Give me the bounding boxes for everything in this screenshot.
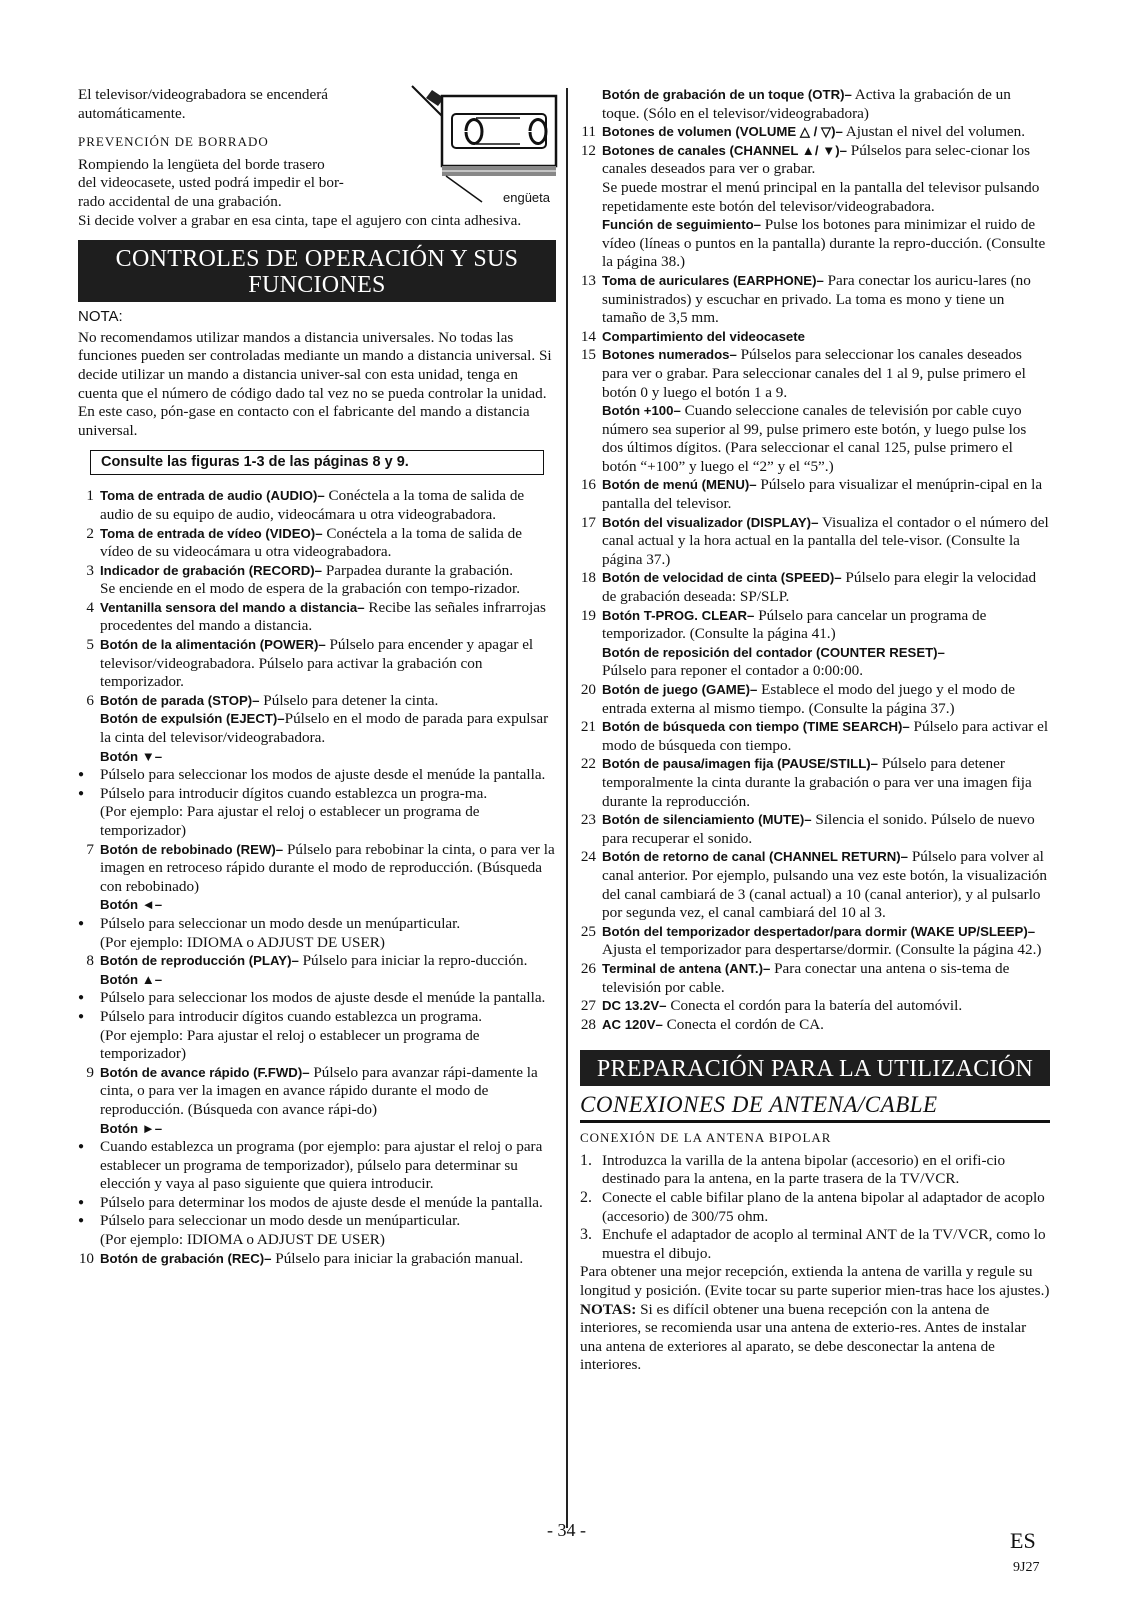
section-banner: PREPARACIÓN PARA LA UTILIZACIÓN (580, 1050, 1050, 1086)
list-item (78, 841, 556, 915)
item-label: Botón de reproducción (PLAY)– (100, 953, 299, 969)
list-item (580, 328, 1050, 347)
item-number: 18 (580, 569, 596, 587)
item-number: 7 (86, 840, 94, 858)
bullet-text: ● Púlselo para seleccionar un modo desde un menúparticular. (100, 1212, 461, 1230)
section-banner (78, 240, 556, 302)
example-text: (Por ejemplo: Para ajustar el reloj o establecer un programa de temporizador) (100, 1026, 480, 1063)
item-text: Púlselo para encender y apagar el televisor/videograbadora. Púlselo para activar la grabación con temporizador. (100, 636, 534, 691)
item-text: Silencia el sonido. Púlselo de nuevo para recuperar el sonido. (602, 811, 1035, 847)
item-text: Visualiza el contador o el número del canal actual y la hora actual en la pantalla del tele-visor. (Consulte la página 37.) (602, 513, 1049, 568)
item-label: Botones de canales (CHANNEL ▲/ ▼)– (602, 142, 847, 158)
item-number: 27 (580, 997, 596, 1015)
item-label: Botón de búsqueda con tiempo (TIME SEARCH)– (602, 719, 910, 735)
list-item (580, 142, 1050, 272)
item-label: Botón ◄– (100, 897, 163, 913)
bullet-text: ● Cuando establezca un programa (por ejemplo: para ajustar el reloj o para establecer un programa de temporizador), púlselo para determinar su elección y vaya al paso siguiente que quiera introducir. (100, 1138, 543, 1193)
bullet-text: ● Púlselo para seleccionar un modo desde un menúparticular. (100, 914, 461, 932)
item-label: Toma de entrada de vídeo (VIDEO)– (100, 525, 323, 541)
note-text: No recomendamos utilizar mandos a distancia universales. No todas las funciones pueden ser controladas mediante un mando a distancia universal. Si decide utilizar un mando a distancia univer-sal con esta unidad, tenga en cuenta que el número de código dado tal vez no se pueda controlar la unidad. En este caso, pón-gase en contacto con el fabricante del mando a distancia universal. (78, 328, 552, 439)
step-item (580, 1189, 1050, 1226)
item-number: 12 (580, 141, 596, 159)
item-text: Púlselo para avanzar rápi-damente la cinta, o para ver la imagen en avance rápido durante el modo de reproducción. (Búsqueda con avance rápi-do) (100, 1063, 538, 1118)
item-label: Botón ►– (100, 1120, 163, 1136)
list-item (580, 811, 1050, 848)
item-text: Púlselo para activar el modo de búsqueda con tiempo. (602, 718, 1049, 754)
bullet-text: ● Púlselo para introducir dígitos cuando establezca un progra-ma. (100, 784, 488, 802)
notes-paragraph (580, 1301, 1050, 1375)
item-label: Botón del visualizador (DISPLAY)– (602, 514, 819, 530)
item-label: Botón de velocidad de cinta (SPEED)– (602, 570, 842, 586)
item-label: Botón T-PROG. CLEAR– (602, 607, 755, 623)
item-text: Púlselo para visualizar el menúprin-cipal en la pantalla del televisor. (602, 476, 1043, 513)
item-number: 25 (580, 922, 596, 940)
step-number: 2. (580, 1189, 592, 1207)
item-text: Para conectar una antena o sis-tema de televisión por cable. (602, 959, 1010, 996)
item-text: Ajusta el temporizador para despertarse/dormir. (Consulte la página 42.) (602, 941, 1042, 959)
item-number: 28 (580, 1015, 596, 1033)
item-label: Botón de rebobinado (REW)– (100, 841, 284, 857)
step-number: 3. (580, 1226, 592, 1244)
right-column (580, 86, 1050, 1375)
bullet-item (78, 1194, 556, 1213)
list-item (580, 960, 1050, 997)
paragraph: Para obtener una mejor recepción, extienda la antena de varilla y regule su longitud y posición. (Evite tocar su parte superior mien-tras hace los ajustes.) (580, 1263, 1050, 1300)
item-label: Botones numerados– (602, 347, 737, 363)
section-title: CONEXIÓN DE LA ANTENA BIPOLAR (580, 1130, 832, 1146)
item-text: Conecta el cordón de CA. (662, 1015, 824, 1033)
item-label: Toma de entrada de audio (AUDIO)– (100, 488, 325, 504)
section-title: PREVENCIÓN DE BORRADO (78, 134, 269, 150)
item-number: 6 (86, 691, 94, 709)
list-item (580, 569, 1050, 606)
example-text: (Por ejemplo: Para ajustar el reloj o establecer un programa de temporizador) (100, 803, 480, 839)
list-item (580, 272, 1050, 328)
list-item (580, 718, 1050, 755)
reference-box: Consulte las figuras 1-3 de las páginas 8 y 9. (90, 450, 544, 475)
list-item (580, 123, 1050, 142)
bullet-item (78, 766, 556, 785)
item-number: 14 (580, 327, 596, 345)
note-title: NOTA: (78, 308, 123, 326)
list-item (580, 86, 1050, 123)
item-label: Botones de volumen (VOLUME △ / ▽)– (602, 124, 843, 140)
subsection-heading: CONEXIONES DE ANTENA/CABLE (580, 1092, 1050, 1123)
paragraph-line: rado accidental de una grabación. (78, 192, 282, 210)
item-label: Botón de grabación de un toque (OTR)– (602, 87, 852, 102)
bullet-item (78, 989, 556, 1008)
list-item (580, 755, 1050, 811)
item-number: 8 (86, 952, 94, 970)
item-text: Púlselo para cancelar un programa de temporizador. (Consulte la página 41.) (602, 606, 987, 643)
item-text: Púlselo para detener temporalmente la cinta durante la grabación o para ver una imagen fija durante la reproducción. (602, 755, 1032, 810)
item-text: Parpadea durante la grabación. (322, 561, 514, 579)
paragraph: Si decide volver a grabar en esa cinta, tape el agujero con cinta adhesiva. (78, 211, 522, 229)
item-label: Toma de auriculares (EARPHONE)– (602, 272, 824, 288)
bullet-text: ● Púlselo para seleccionar los modos de ajuste desde el menúde la pantalla. (100, 766, 546, 784)
notes-text: Si es difícil obtener una buena recepción con la antena de interiores, se recomienda usar una antena de exterio-res. Antes de instalar una antena de exteriores al aparato, se debe desconectar la antena de interiores. (580, 1300, 1027, 1374)
item-text: Púlselo para volver al canal anterior. Por ejemplo, pulsando una vez este botón, la visualización del canal cambiará de 3 (canal actual) a 10 (canal anterior), y al pulsarlo por segunda vez, el canal cambiará del 10 al 3. (602, 848, 1047, 922)
item-text: Pulse los botones para minimizar el ruido de vídeo (líneas o puntos en la pantalla) durante la repro-ducción. (Consulte la página 38.) (602, 216, 1046, 271)
item-label: AC 120V– (602, 1016, 663, 1032)
bullet-item (78, 785, 556, 804)
item-text: Púlselo para reponer el contador a 0:00:00. (602, 662, 864, 680)
step-item (580, 1226, 1050, 1263)
list-item (78, 525, 556, 562)
notes-label: NOTAS: (580, 1300, 637, 1318)
item-label: Botón de reposición del contador (COUNTER RESET)– (602, 644, 945, 660)
step-text: Introduzca la varilla de la antena bipolar (accesorio) en el orifi-cio destinado para la antena, en la parte trasera de la TV/VCR. (602, 1151, 1006, 1188)
item-text: Establece el modo del juego y el modo de entrada externa al mismo tiempo. (Consulte la página 37.) (602, 681, 1016, 717)
item-number: 21 (580, 718, 596, 736)
step-text: Conecte el cable bifilar plano de la antena bipolar al adaptador de acoplo (accesorio) de 300/75 ohm. (602, 1189, 1045, 1225)
step-text: Enchufe el adaptador de acoplo al terminal ANT de la TV/VCR, como lo muestra el dibujo. (602, 1226, 1046, 1262)
paragraph-line: del videocasete, usted podrá impedir el bor- (78, 174, 344, 192)
banner-line: FUNCIONES (248, 272, 386, 299)
item-number: 9 (86, 1063, 94, 1081)
item-label: Compartimiento del videocasete (602, 328, 805, 344)
item-label: DC 13.2V– (602, 998, 667, 1014)
example-text: (Por ejemplo: IDIOMA o ADJUST DE USER) (100, 1231, 385, 1249)
item-label: Función de seguimiento– (602, 217, 761, 233)
item-text: Recibe las señales infrarrojas procedentes del mando a distancia. (100, 598, 546, 635)
list-item (78, 562, 556, 599)
bullet-item (78, 1008, 556, 1027)
item-number: 1 (86, 487, 94, 505)
item-label: Botón +100– (602, 403, 681, 419)
list-item (580, 476, 1050, 513)
item-label: Botón de pausa/imagen fija (PAUSE/STILL)– (602, 756, 878, 772)
item-text: Púlselo para rebobinar la cinta, o para ver la imagen en retroceso rápido durante el modo de reproducción. (Búsqueda con rebobinado) (100, 840, 555, 895)
item-label: Botón de retorno de canal (CHANNEL RETURN)– (602, 849, 909, 865)
step-item (580, 1152, 1050, 1189)
left-column (78, 86, 556, 1268)
item-label: Botón de menú (MENU)– (602, 477, 757, 493)
intro-line: automáticamente. (78, 104, 186, 122)
item-number: 2 (86, 524, 94, 542)
item-text: Púlselos para seleccionar los canales deseados para ver o grabar. Para seleccionar canales del 1 al 9, pulse primero el botón 0 y luego el botón 1 a 9. (602, 346, 1026, 401)
item-text: Conéctela a la toma de salida de vídeo de su videocámara u otra videograbadora. (100, 524, 522, 561)
list-item (580, 514, 1050, 570)
list-item (580, 607, 1050, 681)
item-text: Ajustan el nivel del volumen. (842, 123, 1026, 141)
list-item (78, 952, 556, 989)
item-text: Púlselos para selec-cionar los canales deseados para ver o grabar. (602, 141, 1031, 178)
item-label: Ventanilla sensora del mando a distancia– (100, 599, 365, 615)
list-item (580, 1016, 1050, 1035)
item-number: 17 (580, 513, 596, 531)
item-label: Indicador de grabación (RECORD)– (100, 562, 323, 578)
item-label: Botón de juego (GAME)– (602, 682, 758, 697)
item-text: Para conectar los auricu-lares (no suministrados) y escuchar en privado. La toma es mono y tiene un tamaño de 3,5 mm. (602, 271, 1031, 327)
item-number: 4 (86, 598, 94, 616)
document-code: 9J27 (1013, 1560, 1040, 1575)
list-item (78, 599, 556, 636)
item-text: Conecta el cordón para la batería del automóvil. (666, 997, 963, 1015)
item-number: 26 (580, 959, 596, 977)
item-label: Botón ▲– (100, 971, 163, 987)
item-text: Se puede mostrar el menú principal en la pantalla del televisor pulsando repetidamente este botón del televisor/videograbadora. (602, 178, 1040, 215)
list-item (580, 346, 1050, 476)
item-number: 22 (580, 755, 596, 773)
bullet-text: ● Púlselo para determinar los modos de ajuste desde el menúde la pantalla. (100, 1193, 543, 1211)
item-text: Cuando seleccione canales de televisión por cable cuyo número sea superior al 99, pulse primero este botón, y luego pulse los dos últimos dígitos. (Para seleccionar el canal 125, pulse primero el botón “+100” y luego el “2” y el “5”.) (602, 402, 1027, 475)
item-text: Púlselo en el modo de parada para expulsar la cinta del televisor/videograbadora. (100, 710, 549, 747)
list-item (78, 636, 556, 692)
item-label: Botón de expulsión (EJECT)– (100, 711, 285, 727)
item-number: 11 (581, 123, 596, 141)
item-number: 20 (580, 681, 596, 698)
item-number: 5 (86, 636, 94, 654)
item-label: Botón de grabación (REC)– (100, 1250, 272, 1266)
item-label: Botón de silenciamiento (MUTE)– (602, 812, 812, 828)
bullet-item (78, 915, 556, 934)
list-item (580, 997, 1050, 1016)
intro-line: El televisor/videograbadora se encenderá (78, 86, 329, 103)
item-label: Botón ▼– (100, 748, 163, 764)
banner-line: CONTROLES DE OPERACIÓN Y SUS (115, 246, 519, 273)
list-item (78, 487, 556, 524)
item-number: 19 (580, 606, 596, 624)
item-text: Púlselo para detener la cinta. (259, 691, 439, 709)
item-text: Conéctela a la toma de salida de audio de su equipo de audio, videocámara u otra videograbadora. (100, 487, 525, 523)
bullet-item (78, 1138, 556, 1194)
item-number: 16 (580, 476, 596, 494)
item-text: Se enciende en el modo de espera de la grabación con tempo-rizador. (100, 580, 521, 598)
list-item (78, 692, 556, 766)
item-label: Botón de avance rápido (F.FWD)– (100, 1064, 310, 1080)
list-item (78, 1250, 556, 1269)
item-number: 23 (580, 811, 596, 829)
item-label: Botón de la alimentación (POWER)– (100, 637, 326, 653)
list-item (78, 1064, 556, 1138)
item-text: Púlselo para iniciar la grabación manual. (271, 1249, 524, 1267)
column-divider (566, 88, 568, 1528)
language-code: ES (1010, 1528, 1036, 1553)
bullet-text: ● Púlselo para seleccionar los modos de ajuste desde el menúde la pantalla. (100, 989, 546, 1007)
item-number: 13 (580, 271, 596, 289)
step-number: 1. (580, 1151, 592, 1169)
item-text: Púlselo para iniciar la repro-ducción. (298, 952, 528, 970)
item-number: 24 (580, 848, 596, 866)
example-text: (Por ejemplo: IDIOMA o ADJUST DE USER) (100, 933, 385, 951)
item-label: Terminal de antena (ANT.)– (602, 960, 771, 976)
item-label: Botón de parada (STOP)– (100, 692, 260, 708)
list-item (580, 848, 1050, 922)
bullet-item (78, 1212, 556, 1231)
item-number: 10 (78, 1249, 94, 1267)
item-number: 3 (86, 561, 94, 579)
item-text: Púlselo para elegir la velocidad de grabación deseada: SP/SLP. (602, 569, 1037, 606)
list-item (580, 681, 1050, 718)
item-label: Botón del temporizador despertador/para dormir (WAKE UP/SLEEP)– (602, 923, 1036, 939)
tab-label: engüeta (503, 190, 550, 205)
paragraph-line: Rompiendo la lengüeta del borde trasero (78, 155, 325, 173)
page-number: - 34 - (547, 1520, 586, 1540)
bullet-text: ● Púlselo para introducir dígitos cuando establezca un programa. (100, 1007, 483, 1025)
item-number: 15 (580, 346, 596, 364)
list-item (580, 923, 1050, 960)
item-text: Activa la grabación de un toque. (Sólo en el televisor/videograbadora) (602, 86, 1011, 122)
